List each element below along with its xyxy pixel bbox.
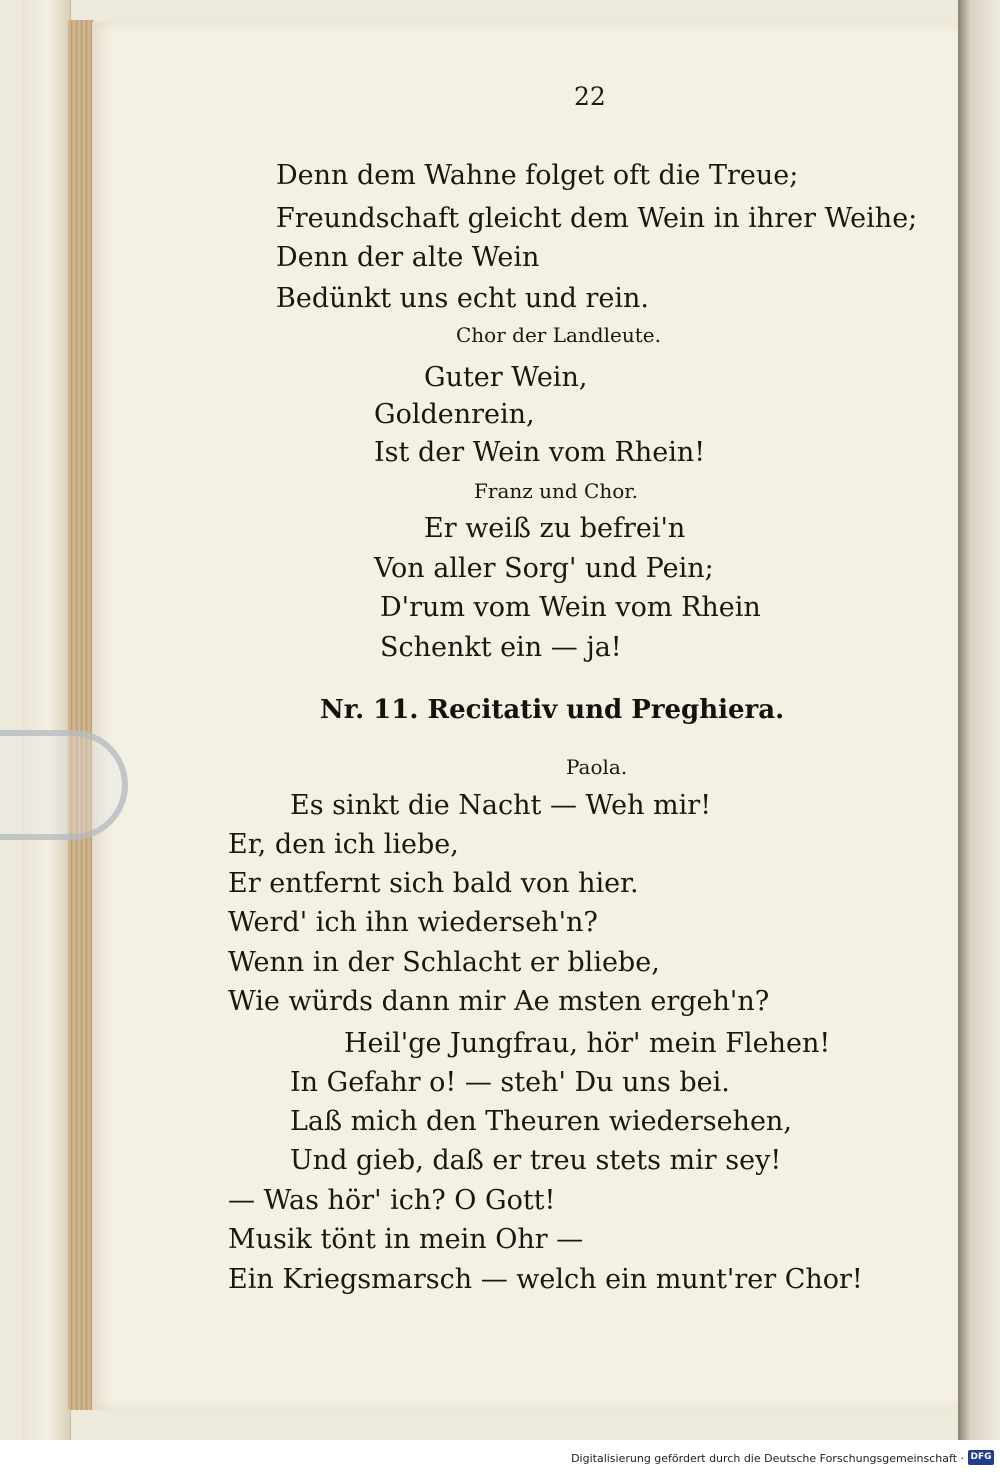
verse-line: Freundschaft gleicht dem Wein in ihrer Weihe; [276,203,918,234]
verse-line: Ein Kriegsmarsch — welch ein munt'rer Chor! [228,1264,863,1295]
speaker-heading: Paola. [566,755,628,779]
verse-line: Musik tönt in mein Ohr — [228,1224,584,1255]
verse-line: Goldenrein, [374,399,535,430]
verse-line: Er entfernt sich bald von hier. [228,868,639,899]
speaker-heading: Chor der Landleute. [456,323,661,347]
verse-line: Laß mich den Theuren wiedersehen, [290,1106,792,1137]
verse-line: Schenkt ein — ja! [380,632,622,663]
page-clip [0,730,128,840]
footer-credit: Digitalisierung gefördert durch die Deutsche Forschungsgemeinschaft · [571,1452,964,1465]
verse-line: Wie würds dann mir Ae msten ergeh'n? [228,986,770,1017]
page-stack-gutter [68,20,94,1410]
verse-line: Denn dem Wahne folget oft die Treue; [276,160,799,191]
verse-line: Bedünkt uns echt und rein. [276,283,649,314]
verse-line: D'rum vom Wein vom Rhein [380,592,761,623]
verse-line: Er, den ich liebe, [228,829,459,860]
page-number: 22 [574,82,606,111]
verse-line: Wenn in der Schlacht er bliebe, [228,947,660,978]
verse-line: In Gefahr o! — steh' Du uns bei. [290,1067,730,1098]
verse-line: Heil'ge Jungfrau, hör' mein Flehen! [344,1028,831,1059]
verse-line: Guter Wein, [424,362,588,393]
left-page-edge [22,0,71,1440]
section-heading: Nr. 11. Recitativ und Preghiera. [320,695,785,725]
speaker-heading: Franz und Chor. [474,479,639,503]
verse-line: Er weiß zu befrei'n [424,513,686,544]
verse-line: Und gieb, daß er treu stets mir sey! [290,1145,782,1176]
verse-line: — Was hör' ich? O Gott! [228,1185,556,1216]
right-page-edge [958,0,1000,1440]
dfg-logo: DFG [968,1450,994,1465]
verse-line: Ist der Wein vom Rhein! [374,437,706,468]
verse-line: Von aller Sorg' und Pein; [374,553,714,584]
verse-line: Es sinkt die Nacht — Weh mir! [290,790,712,821]
verse-line: Werd' ich ihn wiederseh'n? [228,907,598,938]
verse-line: Denn der alte Wein [276,242,540,273]
